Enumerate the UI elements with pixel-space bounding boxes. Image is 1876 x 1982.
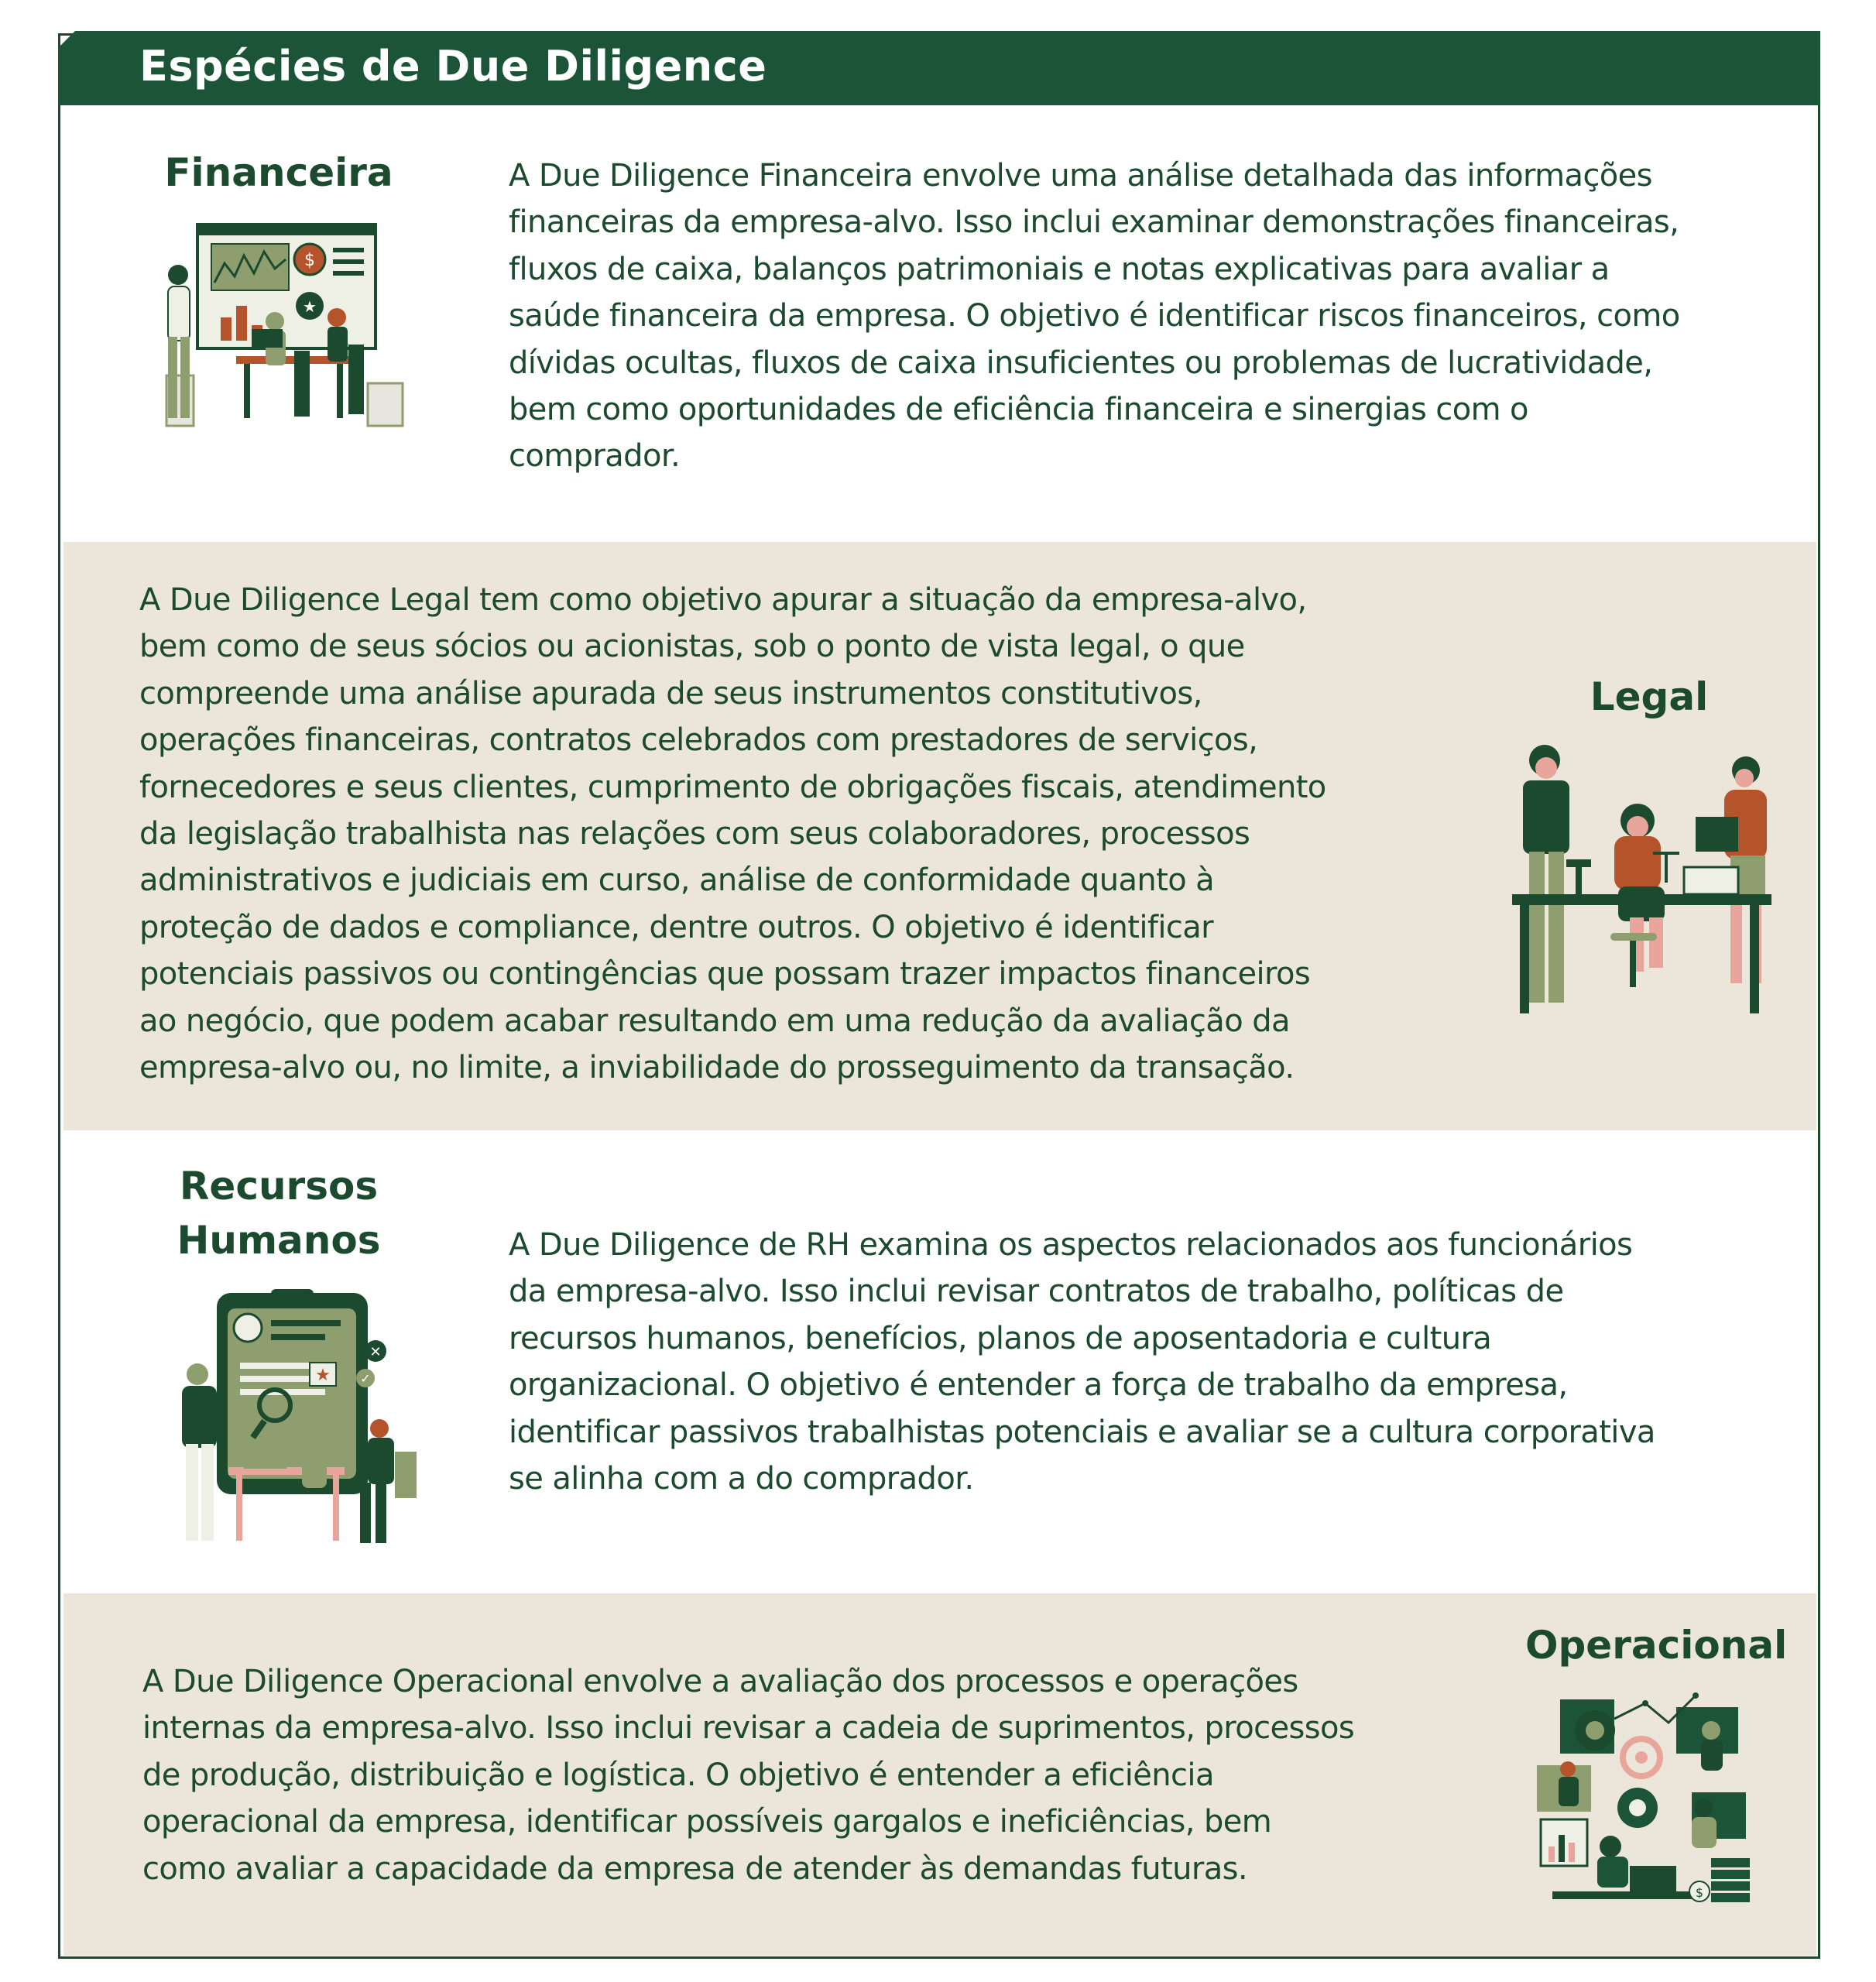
section-title-financeira: Financeira (164, 150, 393, 195)
section-title-rh: Recursos Humanos (177, 1164, 381, 1263)
svg-text:★: ★ (315, 1366, 331, 1385)
section-text-rh: A Due Diligence de RH examina os aspectos relacionados aos funcionários da empresa-alvo. Isso inclui revisar contratos de trabalho, políticas de recursos humanos, benefícios, planos de aposentadoria e cultura organizacional. O objetivo é entender a força de trabalho da empresa, identificar passivos trabalhistas potenciais e avaliar se a cultura corporativa se alinha com a do comprador. (509, 1227, 1655, 1497)
section-text-financeira: A Due Diligence Financeira envolve uma análise detalhada das informações financeiras da empresa-alvo. Isso inclui examinar demonstrações financeiras, fluxos de caixa, balanços patrimoniais e notas explicativas para avaliar a saúde financeira da empresa. O objetivo é identificar riscos financeiros, como dívidas ocultas, fluxos de caixa insuficientes ou problemas de lucratividade, bem como oportunidades de eficiência financeira e sinergias com o comprador. (509, 158, 1680, 475)
section-text-operacional: A Due Diligence Operacional envolve a avaliação dos processos e operações internas da empresa-alvo. Isso inclui revisar a cadeia de suprimentos, processos de produção, distribuição e logística. O objetivo é entender a eficiência operacional da empresa, identificar possíveis gargalos e ineficiências, bem como avaliar a capacidade da empresa de atender às demandas futuras. (142, 1664, 1355, 1887)
svg-text:✕: ✕ (369, 1344, 382, 1360)
svg-text:$: $ (1695, 1885, 1704, 1900)
section-title-legal: Legal (1590, 674, 1709, 719)
svg-text:✓: ✓ (360, 1371, 371, 1386)
svg-text:$: $ (304, 251, 315, 270)
section-title-operacional: Operacional (1525, 1623, 1788, 1668)
financial-analysis-illustration (151, 221, 414, 434)
legal-meeting-illustration (1498, 743, 1777, 1018)
page-title: Espécies de Due Diligence (139, 42, 767, 91)
section-text-legal: A Due Diligence Legal tem como objetivo apurar a situação da empresa-alvo, bem como de seus sócios ou acionistas, sob o ponto de vista legal, o que compreende uma análise apurada de seus instrumentos constitutivos, operações financeiras, contratos celebrados com prestadores de serviços, fornecedores e seus clientes, cumprimento de obrigações fiscais, atendimento da legislação trabalhista nas relações com seus colaboradores, processos administrativos e judiciais em curso, análise de conformidade quanto à proteção de dados e compliance, dentre outros. O objetivo é identificar potenciais passivos ou contingências que possam trazer impactos financeiros ao negócio, que podem acabar resultando em uma redução da avaliação da empresa-alvo ou, no limite, a inviabilidade do prosseguimento da transação. (139, 582, 1326, 1086)
human-resources-illustration (163, 1289, 430, 1552)
svg-text:★: ★ (303, 297, 317, 316)
operations-gears-illustration (1537, 1692, 1761, 1912)
